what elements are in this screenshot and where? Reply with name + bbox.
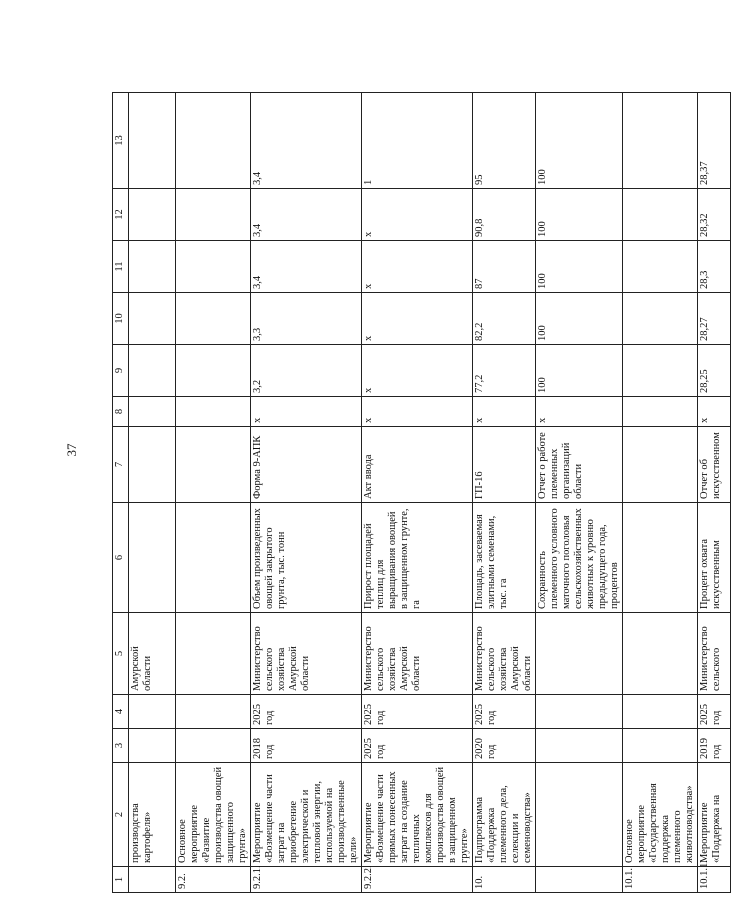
table-cell: [176, 189, 251, 241]
header-cell: 3: [113, 729, 129, 763]
rotated-table-container: [112, 93, 722, 893]
table-cell: [176, 397, 251, 427]
table-cell: [623, 427, 698, 503]
table-cell: [129, 695, 176, 729]
table-cell: 3,4: [251, 93, 362, 189]
table-cell: Министерство сельского: [698, 613, 731, 695]
table-row: [251, 93, 362, 893]
table-cell: 28,32: [698, 189, 731, 241]
table-cell: [129, 729, 176, 763]
header-cell: 13: [113, 93, 129, 189]
table-cell: [176, 345, 251, 397]
page-number: 37: [64, 443, 79, 457]
table-row: [623, 93, 698, 893]
table-cell: 2025 год: [251, 695, 362, 729]
table-cell: [623, 613, 698, 695]
table-cell: [176, 729, 251, 763]
table-cell: 28,37: [698, 93, 731, 189]
table-cell: 90,8: [473, 189, 536, 241]
table-cell: Акт ввода: [362, 427, 473, 503]
table-cell: [129, 867, 176, 893]
header-cell: 7: [113, 427, 129, 503]
header-cell: 9: [113, 345, 129, 397]
table-cell: 1: [362, 93, 473, 189]
table-cell: 9.2.: [176, 867, 251, 893]
table-cell: 2025 год: [362, 695, 473, 729]
table-cell: Сохранность племенного условного маточного поголовья сельскохозяйственных животных к уровню предыдущего года, процентов: [536, 503, 623, 613]
table-cell: Министерство сельского хозяйства Амурской области: [251, 613, 362, 695]
table-cell: [176, 293, 251, 345]
table-cell: Основное мероприятие «Государственная поддержка племенного животноводства»: [623, 763, 698, 867]
table-cell: [536, 729, 623, 763]
table-cell: [129, 503, 176, 613]
table-cell: 2025 год: [362, 729, 473, 763]
table-cell: Отчет о работе племенных организаций области: [536, 427, 623, 503]
table-cell: Мероприятие «Возмещение части затрат на приобретение электрической и тепловой энергии, используемой на производственные цели»: [251, 763, 362, 867]
header-cell: 2: [113, 763, 129, 867]
header-cell: 5: [113, 613, 129, 695]
table-cell: [176, 503, 251, 613]
table-cell: [129, 345, 176, 397]
table-cell: [129, 241, 176, 293]
table-cell: [623, 729, 698, 763]
table-cell: 28,25: [698, 345, 731, 397]
table-cell: [536, 763, 623, 867]
table-cell: 28,3: [698, 241, 731, 293]
table-cell: [129, 397, 176, 427]
table-cell: 100: [536, 345, 623, 397]
table-cell: 100: [536, 241, 623, 293]
table-cell: Министерство сельского хозяйства Амурской области: [362, 613, 473, 695]
table-cell: [623, 695, 698, 729]
table-cell: 100: [536, 93, 623, 189]
table-cell: [129, 189, 176, 241]
table-cell: 87: [473, 241, 536, 293]
table-cell: [536, 695, 623, 729]
table-cell: Площадь, засеваемая элитными семенами, тыс. га: [473, 503, 536, 613]
table-row: [698, 93, 731, 893]
table-cell: 9.2.1.: [251, 867, 362, 893]
header-cell: 11: [113, 241, 129, 293]
table-cell: x: [362, 189, 473, 241]
table-row: [473, 93, 536, 893]
table-cell: [176, 695, 251, 729]
table-cell: Форма 9-АПК: [251, 427, 362, 503]
table-cell: Подпрограмма «Поддержка племенного дела, селекции и семеноводства»: [473, 763, 536, 867]
table-cell: 2018 год: [251, 729, 362, 763]
table-cell: [129, 293, 176, 345]
table-cell: Мероприятие «Поддержка на: [698, 763, 731, 867]
table-cell: Прирост площадей теплиц для выращивания овощей в защищенном грунте, га: [362, 503, 473, 613]
table-cell: 10.: [473, 867, 536, 893]
table-cell: [623, 241, 698, 293]
table-cell: [176, 93, 251, 189]
table-cell: 77,2: [473, 345, 536, 397]
table-cell: [623, 503, 698, 613]
table-cell: x: [698, 397, 731, 427]
table-cell: [129, 427, 176, 503]
header-cell: 12: [113, 189, 129, 241]
table-cell: Процент охвата искусственным: [698, 503, 731, 613]
table-cell: x: [251, 397, 362, 427]
table-cell: Отчет об искусственном: [698, 427, 731, 503]
table-row: [129, 93, 176, 893]
indicators-table: [112, 92, 731, 893]
table-cell: 2020 год: [473, 729, 536, 763]
table-cell: 82,2: [473, 293, 536, 345]
table-cell: x: [362, 293, 473, 345]
table-cell: x: [473, 397, 536, 427]
table-cell: 3,4: [251, 241, 362, 293]
table-cell: 2025 год: [473, 695, 536, 729]
table-cell: Амурской области: [129, 613, 176, 695]
table-cell: 9.2.2.: [362, 867, 473, 893]
table-cell: производства картофеля»: [129, 763, 176, 867]
table-cell: 100: [536, 189, 623, 241]
table-row: [362, 93, 473, 893]
table-cell: [129, 93, 176, 189]
table-cell: x: [362, 241, 473, 293]
header-cell: 10: [113, 293, 129, 345]
table-cell: [176, 241, 251, 293]
table-cell: 10.1.: [623, 867, 698, 893]
table-cell: Основное мероприятие «Развитие производства овощей защищенного грунта»: [176, 763, 251, 867]
table-row: [536, 93, 623, 893]
table-cell: [623, 293, 698, 345]
table-cell: ГП-16: [473, 427, 536, 503]
table-cell: 3,4: [251, 189, 362, 241]
table-cell: x: [362, 397, 473, 427]
table-cell: x: [362, 345, 473, 397]
table-cell: 2025 год: [698, 695, 731, 729]
table-header-row: [113, 93, 129, 893]
header-cell: 6: [113, 503, 129, 613]
table-cell: 95: [473, 93, 536, 189]
table-cell: [623, 93, 698, 189]
table-cell: x: [536, 397, 623, 427]
table-cell: [176, 427, 251, 503]
table-cell: Мероприятие «Возмещение части прямых понесенных затрат на создание тепличных комплексов для производства овощей в защищенном грунте»: [362, 763, 473, 867]
table-cell: [176, 613, 251, 695]
table-cell: 100: [536, 293, 623, 345]
header-cell: 8: [113, 397, 129, 427]
table-cell: Министерство сельского хозяйства Амурской области: [473, 613, 536, 695]
table-cell: 2019 год: [698, 729, 731, 763]
table-cell: 3,3: [251, 293, 362, 345]
table-cell: [623, 345, 698, 397]
table-row: [176, 93, 251, 893]
table-cell: [623, 189, 698, 241]
header-cell: 1: [113, 867, 129, 893]
table-cell: 3,2: [251, 345, 362, 397]
table-cell: 28,27: [698, 293, 731, 345]
table-cell: 10.1.1.: [698, 867, 731, 893]
header-cell: 4: [113, 695, 129, 729]
table-cell: Объем произведенных овощей закрытого грунта, тыс. тонн: [251, 503, 362, 613]
table-cell: [623, 397, 698, 427]
table-cell: [536, 613, 623, 695]
table-cell: [536, 867, 623, 893]
